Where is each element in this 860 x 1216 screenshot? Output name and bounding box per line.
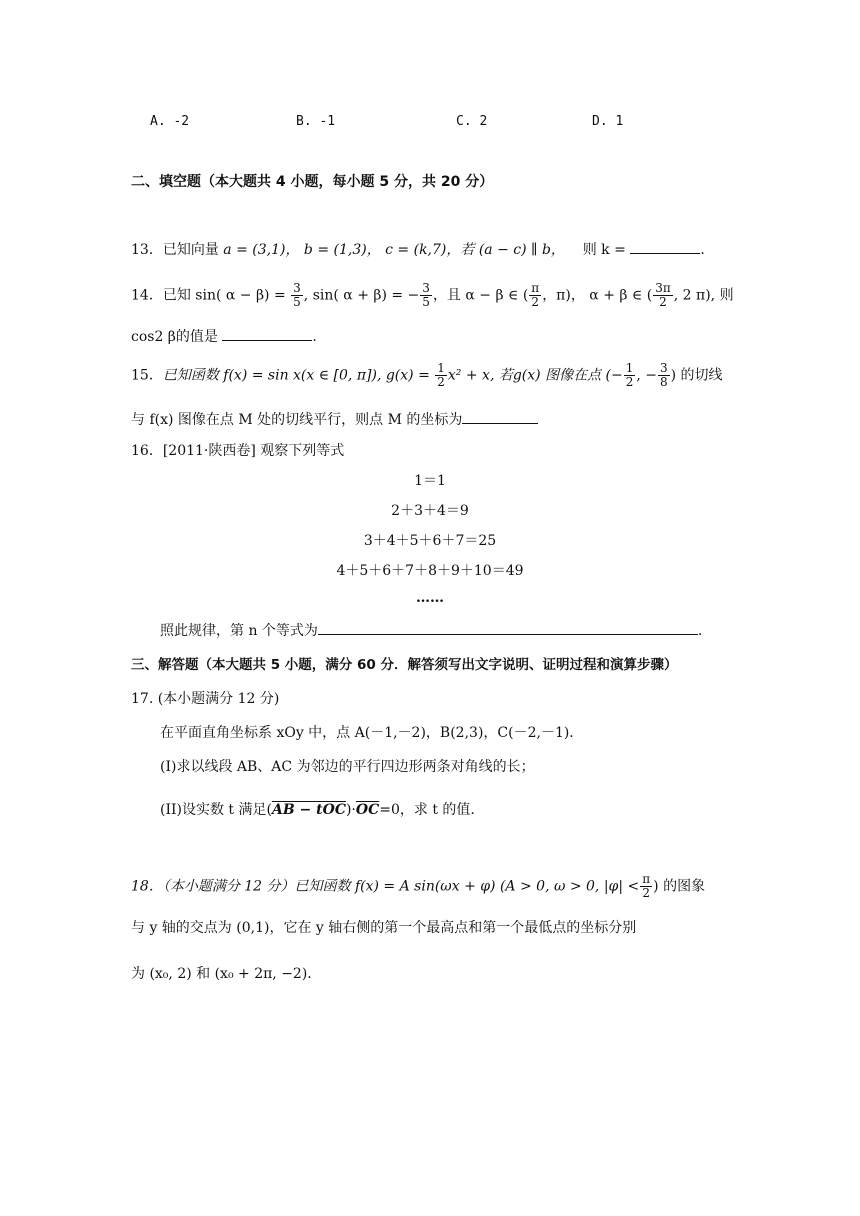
q13-condition: (a − c) ∥ b，: [478, 242, 565, 258]
q16-end: .: [697, 623, 703, 639]
q14-answer-blank[interactable]: [222, 326, 312, 341]
option-c: C. 2: [456, 114, 488, 129]
question-18: [131, 873, 705, 900]
q14-text-3: ，且 α − β ∈ (: [432, 287, 529, 304]
q13-answer-blank[interactable]: [630, 239, 700, 254]
q17-l3-c: )·: [345, 802, 356, 818]
q15-number: 15．: [131, 367, 163, 384]
q14-line-2: [131, 326, 317, 347]
q14-text-1: 已知 sin( α − β) =: [162, 287, 286, 304]
question-15: [131, 362, 723, 389]
q16-equation-3: 3＋4＋5＋6＋7＝25: [363, 533, 497, 549]
q17-head: 17. (本小题满分 12 分): [131, 691, 280, 707]
q15-ask: 与 f(x) 图像在点 M 处的切线平行，则点 M 的坐标为: [131, 412, 463, 428]
q14-number: 14．: [131, 287, 163, 304]
q14-text-2: , sin( α + β) = −: [303, 287, 420, 304]
q14-fraction-4: $\frac{3\pi}{2}$: [655, 281, 671, 309]
q16-ask: 照此规律，第 n 个等式为: [160, 623, 318, 639]
q16-equation-4: 4＋5＋6＋7＋8＋9＋10＝49: [336, 563, 524, 579]
section-fill-blank-title: 二、填空题（本大题共 4 小题，每小题 5 分，共 20 分）: [131, 174, 494, 190]
q14-text-5: , 2 π), 则: [673, 287, 734, 304]
q13-text: 已知向量: [162, 242, 219, 258]
q18-line-3: 为 (x₀, 2) 和 (x₀ + 2π, −2)．: [131, 966, 322, 982]
q13-vector-c: c = (k,7)，若: [385, 242, 475, 258]
q16-equation-1: 1＝1: [414, 473, 446, 489]
q17-line-2: (I)求以线段 AB、AC 为邻边的平行四边形两条对角线的长；: [160, 759, 535, 775]
q15-text-3: , −: [636, 367, 657, 384]
q14-text-4: ，π)， α + β ∈ (: [542, 287, 653, 304]
q16-answer-blank[interactable]: [318, 620, 698, 635]
option-b: B. -1: [296, 114, 336, 129]
q18-line-1-end: ) 的图象: [653, 878, 706, 895]
q18-fraction: $\frac{\pi}{2}$: [642, 872, 651, 900]
q15-line-2: [131, 409, 538, 430]
section-solution-title: 三、解答题（本大题共 5 小题，满分 60 分．解答须写出文字说明、证明过程和演算步骤）: [131, 657, 678, 673]
q15-text-4: ) 的切线: [670, 367, 723, 384]
q13-vector-b: b = (1,3)，: [303, 242, 381, 258]
q16-number: 16．: [131, 443, 163, 459]
question-16: [131, 441, 344, 461]
q17-vector-oc: $\overline{OC}$: [355, 802, 380, 818]
q14-ask: cos2 β的值是: [131, 329, 218, 345]
q14-end: .: [312, 329, 317, 345]
q14-fraction-1: $\frac{3}{5}$: [293, 281, 301, 309]
option-a: A. -2: [150, 114, 190, 129]
q16-ellipsis: ……: [416, 590, 444, 606]
q17-line-3: [160, 800, 475, 820]
q13-number: 13．: [131, 242, 163, 258]
q15-text-1: 已知函数 f(x) = sin x(x ∈ [0, π]), g(x) =: [162, 367, 430, 384]
q13-ask: 则 k =: [582, 242, 626, 258]
q17-vector-expr: AB − tOC: [271, 802, 346, 818]
q18-line-2: 与 y 轴的交点为 (0,1)，它在 y 轴右侧的第一个最高点和第一个最低点的坐标分别: [131, 920, 637, 936]
q18-line-1: 18．（本小题满分 12 分）已知函数 f(x) = A sin(ωx + φ) (A > 0, ω > 0, |φ| <: [131, 878, 640, 895]
q15-fraction-3: $\frac{3}{8}$: [660, 361, 668, 389]
q13-vector-a: a = (3,1)，: [223, 242, 300, 258]
q16-tail: [160, 620, 702, 641]
q14-fraction-2: $\frac{3}{5}$: [422, 281, 430, 309]
q15-text-2: x² + x, 若g(x) 图像在点 (−: [447, 367, 623, 384]
q17-l3-a: (II)设实数 t 满足(: [160, 802, 272, 818]
question-14: [131, 282, 734, 309]
q13-end: .: [700, 242, 705, 258]
q15-answer-blank[interactable]: [462, 409, 538, 424]
q17-line-1: 在平面直角坐标系 xOy 中，点 A(－1,－2)，B(2,3)，C(－2,－1)．: [160, 725, 584, 741]
option-d: D. 1: [592, 114, 624, 129]
q16-head: [2011·陕西卷] 观察下列等式: [162, 443, 345, 459]
q15-fraction-1: $\frac{1}{2}$: [437, 361, 445, 389]
q15-fraction-2: $\frac{1}{2}$: [625, 361, 634, 389]
q14-fraction-3: $\frac{\pi}{2}$: [531, 281, 540, 309]
q17-l3-e: =0，求 t 的值.: [379, 802, 475, 818]
q16-equation-2: 2＋3＋4＝9: [391, 503, 469, 519]
question-13: [131, 239, 705, 260]
